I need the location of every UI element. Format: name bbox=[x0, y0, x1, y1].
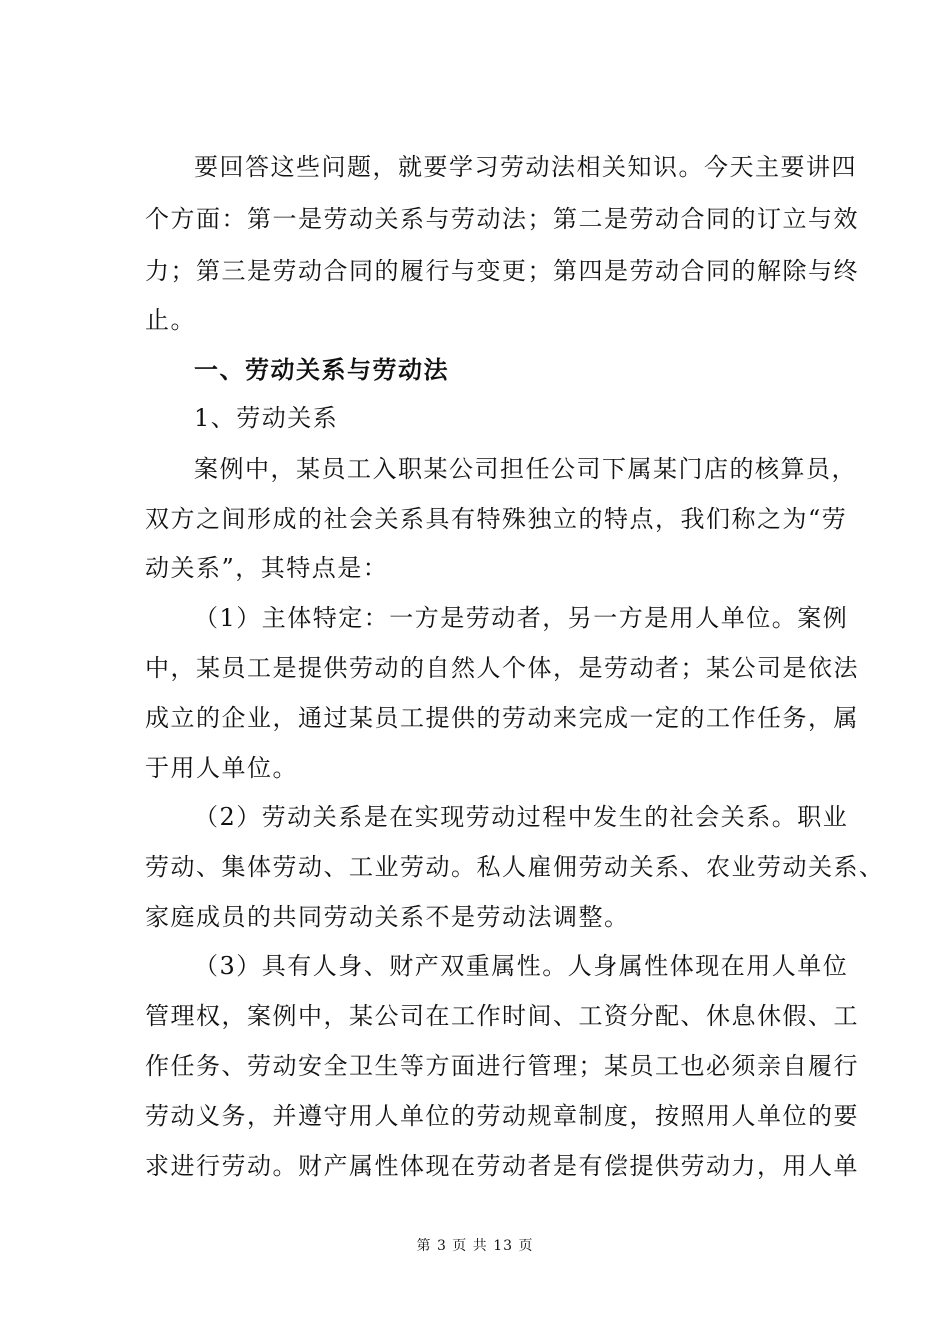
paragraph-line: 于用人单位。 bbox=[145, 754, 298, 782]
page-number-footer: 第 3 页 共 13 页 bbox=[416, 1238, 534, 1254]
paragraph-line: 双方之间形成的社会关系具有特殊独立的特点，我们称之为“劳 bbox=[145, 505, 848, 533]
paragraph-line: 成立的企业，通过某员工提供的劳动来完成一定的工作任务，属 bbox=[145, 704, 859, 732]
paragraph-line: 动关系”，其特点是： bbox=[145, 554, 389, 582]
paragraph-line: 作任务、劳动安全卫生等方面进行管理；某员工也必须亲自履行 bbox=[145, 1052, 859, 1080]
paragraph-line: 个方面：第一是劳动关系与劳动法；第二是劳动合同的订立与效 bbox=[145, 205, 859, 233]
paragraph-line: 中，某员工是提供劳动的自然人个体，是劳动者；某公司是依法 bbox=[145, 654, 859, 682]
paragraph-line: 劳动、集体劳动、工业劳动。私人雇佣劳动关系、农业劳动关系、 bbox=[145, 853, 885, 881]
paragraph-line: 要回答这些问题，就要学习劳动法相关知识。今天主要讲四 bbox=[194, 153, 857, 181]
paragraph-line: 求进行劳动。财产属性体现在劳动者是有偿提供劳动力，用人单 bbox=[145, 1152, 859, 1180]
paragraph-line: 劳动义务，并遵守用人单位的劳动规章制度，按照用人单位的要 bbox=[145, 1102, 859, 1130]
subsection-heading: 1、劳动关系 bbox=[194, 404, 339, 432]
section-heading: 一、劳动关系与劳动法 bbox=[194, 355, 449, 384]
paragraph-line: 家庭成员的共同劳动关系不是劳动法调整。 bbox=[145, 903, 630, 931]
paragraph-line: （3）具有人身、财产双重属性。人身属性体现在用人单位 bbox=[194, 952, 849, 980]
paragraph-line: 案例中，某员工入职某公司担任公司下属某门店的核算员， bbox=[194, 455, 857, 483]
paragraph-line: 止。 bbox=[145, 306, 196, 334]
paragraph-line: （2）劳动关系是在实现劳动过程中发生的社会关系。职业 bbox=[194, 803, 849, 831]
paragraph-line: 力；第三是劳动合同的履行与变更；第四是劳动合同的解除与终 bbox=[145, 257, 859, 285]
paragraph-line: 管理权，案例中，某公司在工作时间、工资分配、休息休假、工 bbox=[145, 1002, 859, 1030]
paragraph-line: （1）主体特定：一方是劳动者，另一方是用人单位。案例 bbox=[194, 604, 849, 632]
